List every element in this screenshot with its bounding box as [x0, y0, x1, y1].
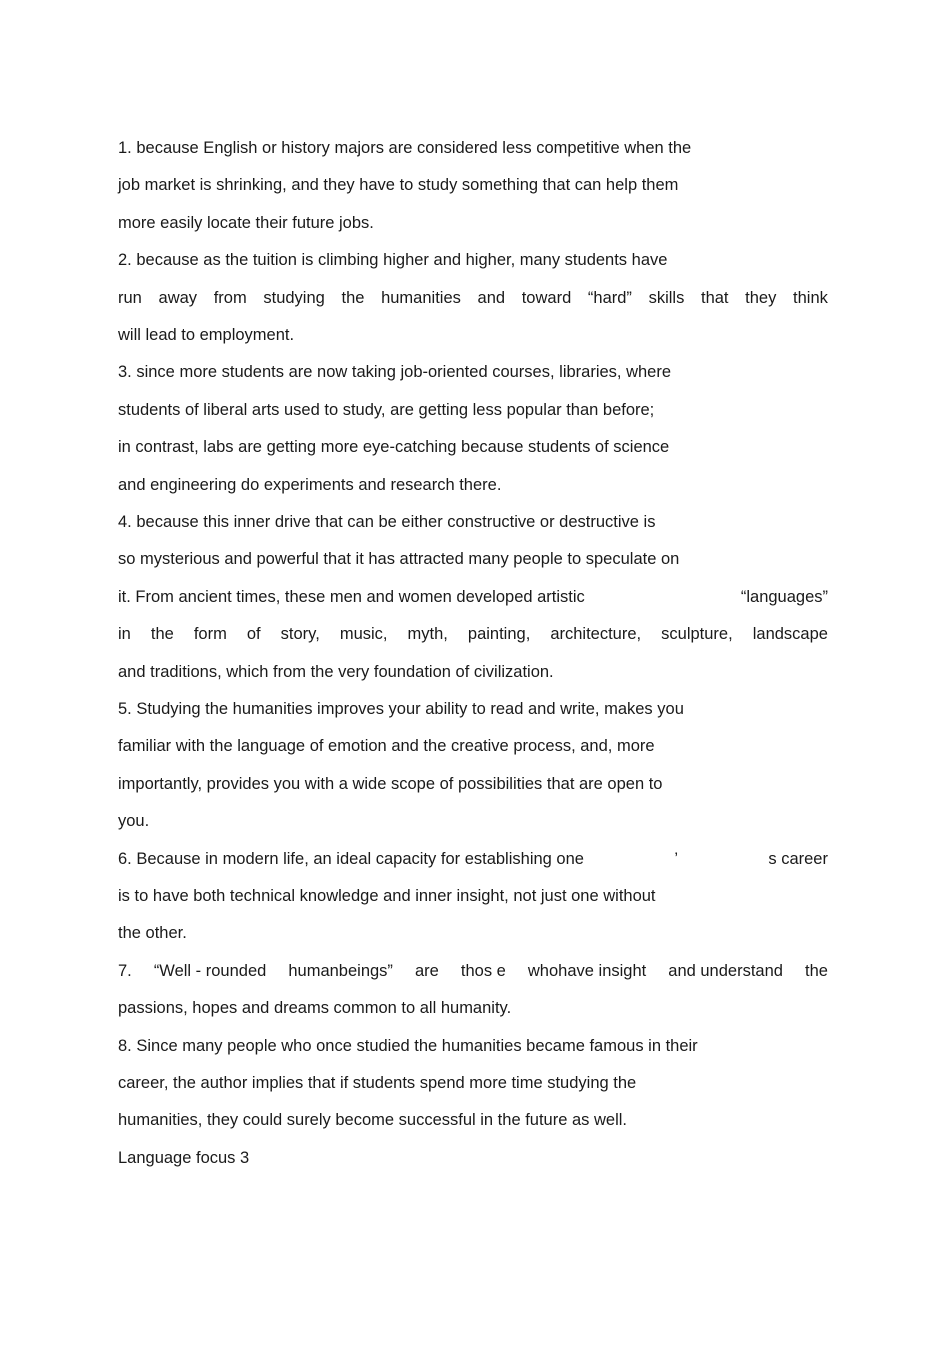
answer-2-line-2	[118, 288, 828, 308]
answer-5-line-4: you.	[118, 812, 150, 831]
word: and	[477, 288, 506, 307]
word: landscape	[752, 625, 828, 644]
answer-8-line-3: humanities, they could surely become successful in the future as well.	[118, 1111, 628, 1130]
answer-3-line-3: in contrast, labs are getting more eye-catching because students of science	[118, 438, 670, 457]
word: myth,	[407, 625, 448, 644]
word: form	[193, 625, 227, 644]
word: 7.	[118, 961, 132, 980]
answer-7-line-1	[118, 961, 828, 981]
word: toward	[521, 288, 572, 307]
answer-6-line-3: the other.	[118, 924, 187, 943]
word: thos e	[460, 961, 506, 980]
word: are	[414, 961, 439, 980]
word: the	[805, 961, 828, 980]
answer-4-line-4	[118, 624, 828, 644]
answer-3-line-2: students of liberal arts used to study, are getting less popular than before;	[118, 400, 655, 419]
word: from	[213, 288, 247, 307]
answer-2-line-1: 2. because as the tuition is climbing higher and higher, many students have	[118, 251, 668, 270]
word: story,	[280, 625, 320, 644]
answer-6-line-1	[118, 849, 828, 869]
answer-8-line-2: career, the author implies that if students spend more time studying the	[118, 1074, 637, 1092]
answer-5-line-1: 5. Studying the humanities improves your ability to read and write, makes you	[118, 700, 684, 718]
word: “languages”	[740, 587, 828, 606]
answer-3-line-4: and engineering do experiments and research there.	[118, 475, 502, 494]
word: sculpture,	[661, 625, 733, 644]
word: humanities	[381, 288, 461, 307]
answer-5-line-3: importantly, provides you with a wide scope of possibilities that are open to	[118, 774, 663, 793]
answer-4-line-2: so mysterious and powerful that it has attracted many people to speculate on	[118, 550, 680, 569]
word: “hard”	[587, 288, 632, 307]
section-heading: Language focus 3	[118, 1148, 250, 1167]
word: that	[700, 288, 729, 307]
word: and understand	[668, 961, 783, 980]
word: it. From ancient times, these men and women developed artistic	[118, 587, 585, 606]
answer-5-line-2: familiar with the language of emotion and the creative process, and, more	[118, 737, 655, 756]
word: studying	[263, 288, 325, 307]
word: s career	[768, 849, 828, 868]
word: humanbeings”	[288, 961, 393, 980]
answer-1-line-1: 1. because English or history majors are considered less competitive when the	[118, 139, 692, 157]
word: think	[793, 288, 828, 307]
word: away	[158, 288, 198, 307]
answer-8-line-1: 8. Since many people who once studied the humanities became famous in their	[118, 1036, 698, 1055]
word: “Well - rounded	[153, 961, 267, 980]
word: of	[246, 625, 261, 644]
answer-2-line-3: will lead to employment.	[118, 326, 295, 344]
answer-4-line-3	[118, 587, 828, 607]
word: skills	[648, 288, 685, 307]
word: the	[341, 288, 365, 307]
word: in	[118, 625, 131, 644]
word: run	[118, 288, 142, 307]
word: music,	[339, 625, 388, 644]
answer-4-line-1: 4. because this inner drive that can be either constructive or destructive is	[118, 513, 656, 531]
word: ’	[674, 849, 678, 868]
word: they	[745, 288, 777, 307]
word: architecture,	[550, 625, 642, 644]
answer-1-line-3: more easily locate their future jobs.	[118, 213, 374, 232]
answer-3-line-1: 3. since more students are now taking job-oriented courses, libraries, where	[118, 363, 672, 382]
answer-1-line-2: job market is shrinking, and they have to study something that can help them	[118, 176, 679, 195]
answer-7-line-2: passions, hopes and dreams common to all humanity.	[118, 999, 512, 1018]
answer-4-line-5: and traditions, which from the very foundation of civilization.	[118, 662, 554, 681]
word: the	[150, 625, 174, 644]
word: painting,	[467, 625, 531, 644]
answer-6-line-2: is to have both technical knowledge and inner insight, not just one without	[118, 887, 656, 905]
word: whohave insight	[527, 961, 647, 980]
word: 6. Because in modern life, an ideal capacity for establishing one	[118, 849, 584, 868]
